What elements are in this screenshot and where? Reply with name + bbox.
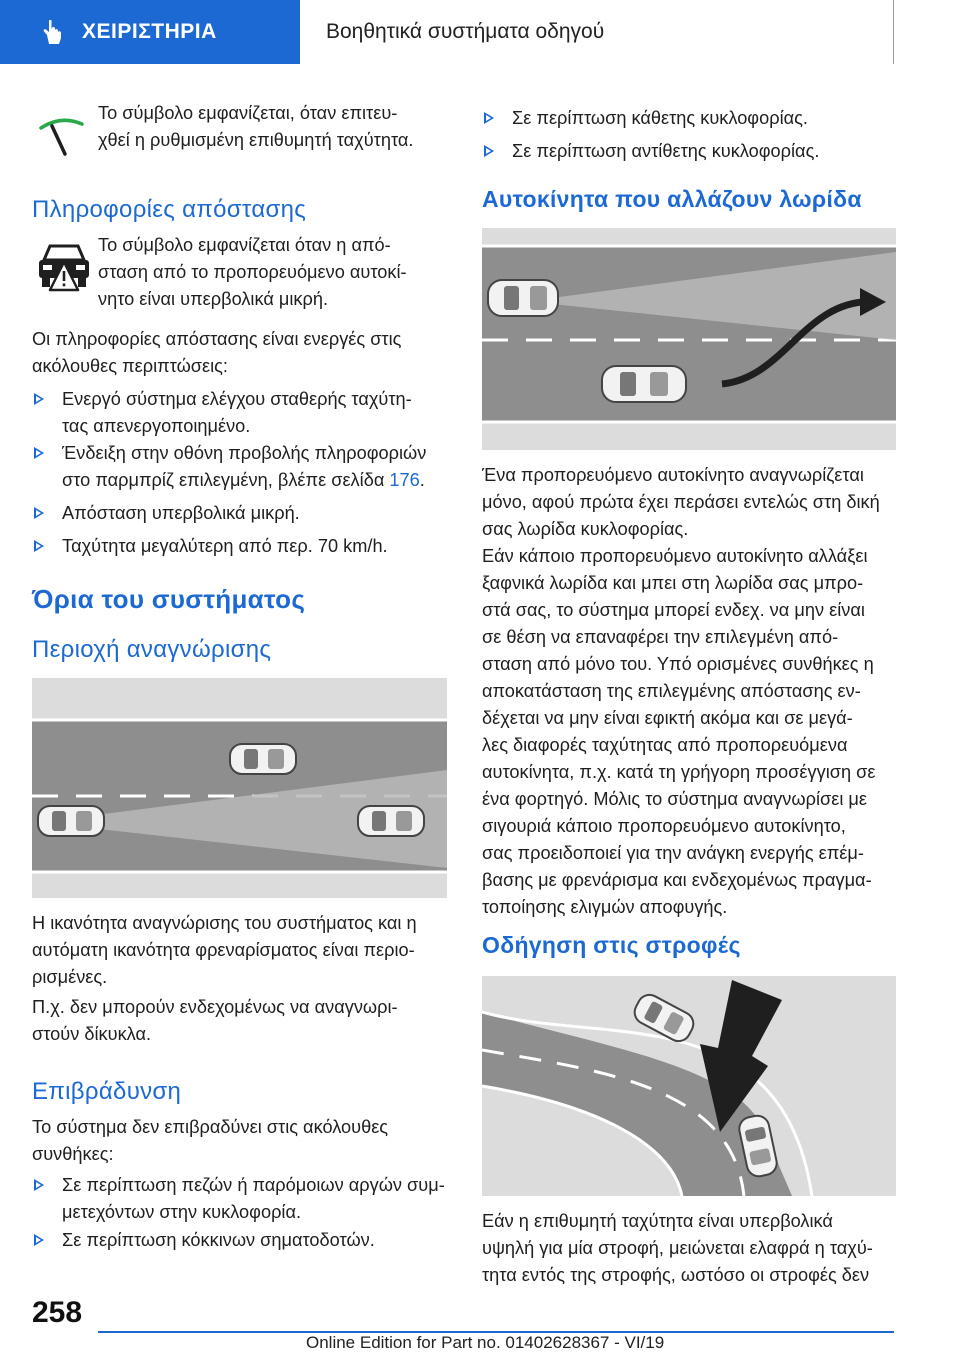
text-fragment: στο παρμπρίζ επιλεγμένη, βλέπε σελίδα <box>62 470 390 490</box>
text-line: ρισμένες. <box>32 967 108 987</box>
lane-change-illustration <box>482 228 896 450</box>
text-line: τητα εντός της στροφής, ωστόσο οι στροφές δεν <box>482 1265 870 1285</box>
text-line: σταση από το προπορευόμενο αυτοκί‐ <box>98 262 407 282</box>
speedometer-needle-icon <box>38 112 88 162</box>
text-line: υψηλή για μία στροφή, μειώνεται ελαφρά η ταχύ‐ <box>482 1238 873 1258</box>
car-detected <box>358 806 424 836</box>
chapter-title: Βοηθητικά συστήματα οδηγού <box>312 0 894 64</box>
braking-heading: Επιβράδυνση <box>32 1078 182 1105</box>
text-line: σταση από μόνο του. Υπό ορισμένες συνθήκες η <box>482 654 874 674</box>
text-line: ξαφνικά λωρίδα και μπει στη λωρίδα σας μπρο‐ <box>482 573 864 593</box>
detection-text-1 <box>32 910 452 991</box>
own-car <box>38 806 104 836</box>
car-ahead <box>230 744 296 774</box>
list-item <box>32 533 452 560</box>
system-limits-heading: Όρια του συστήματος <box>32 584 306 614</box>
text-line: σας λωρίδα κυκλοφορίας. <box>482 519 689 539</box>
bullet-triangle-icon <box>34 540 44 552</box>
text-line: Το σύμβολο εμφανίζεται, όταν επιτευ‐ <box>98 103 398 123</box>
braking-intro <box>32 1114 452 1168</box>
text-line: Απόσταση υπερβολικά μικρή. <box>62 503 300 523</box>
text-line: Σε περίπτωση αντίθετης κυκλοφορίας. <box>512 141 820 161</box>
text-line: σε θέση να επαναφέρει την επιλεγμένη από‐ <box>482 627 839 647</box>
list-item <box>32 500 452 527</box>
text-line: Ταχύτητα μεγαλύτερη από περ. 70 km/h. <box>62 536 388 556</box>
text-line: Σε περίπτωση πεζών ή παρόμοιων αργών συμ‐ <box>62 1175 445 1195</box>
text-line: μόνο, αφού πρώτα έχει περάσει εντελώς στη δική <box>482 492 880 512</box>
text-line: συνθήκες: <box>32 1144 114 1164</box>
edition-info: Online Edition for Part no. 01402628367 - VI/19 <box>306 1333 665 1352</box>
detection-text-2 <box>32 994 452 1048</box>
text-line: στά σας, το σύστημα μπορεί ενδεχ. να μην είναι <box>482 600 865 620</box>
car-distance-warning-icon <box>34 238 94 294</box>
detection-area-illustration <box>32 678 447 898</box>
list-item <box>32 440 452 494</box>
text-line: Οι πληροφορίες απόστασης είναι ενεργές στις <box>32 329 402 349</box>
page-header <box>0 0 960 66</box>
lane-change-heading: Αυτοκίνητα που αλλάζουν λωρίδα <box>482 186 862 212</box>
bullet-triangle-icon <box>34 1179 44 1191</box>
text-line: σας προειδοποιεί για την ανάγκη ενεργής επέμ‐ <box>482 843 864 863</box>
list-item <box>32 1227 452 1254</box>
distance-intro <box>32 326 452 380</box>
text-line: νητο είναι υπερβολικά μικρή. <box>98 289 329 309</box>
list-item <box>482 138 896 165</box>
text-line: τας απενεργοποιημένο. <box>62 416 251 436</box>
text-line: Π.χ. δεν μπορούν ενδεχομένως να αναγνωρι‐ <box>32 997 398 1017</box>
symbol1-description <box>98 100 458 154</box>
bullet-triangle-icon <box>34 447 44 459</box>
text-line: Το σύστημα δεν επιβραδύνει στις ακόλουθες <box>32 1117 389 1137</box>
own-car <box>488 280 558 316</box>
text-line: Η ικανότητα αναγνώρισης του συστήματος και η <box>32 913 417 933</box>
text-line: Ένδειξη στην οθόνη προβολής πληροφοριών <box>62 443 427 463</box>
text-line: αυτόματη ικανότητα φρεναρίσματος είναι περιο‐ <box>32 940 415 960</box>
text-line: στούν δίκυκλα. <box>32 1024 152 1044</box>
page-reference-link[interactable]: 176 <box>389 470 420 490</box>
text-line: Ένα προπορευόμενο αυτοκίνητο αναγνωρίζεται <box>482 465 864 485</box>
lane-change-text-2 <box>482 543 902 921</box>
lane-change-text-1 <box>482 462 902 543</box>
text-line: μετεχόντων στην κυκλοφορία. <box>62 1202 302 1222</box>
text-line: αυτοκίνητα, π.χ. κατά τη γρήγορη προσέγγιση σε <box>482 762 876 782</box>
text-line: Ενεργό σύστημα ελέγχου σταθερής ταχύτη‐ <box>62 389 412 409</box>
bullet-triangle-icon <box>484 112 494 124</box>
section-label: ΧΕΙΡΙΣΤΗΡΙΑ <box>82 20 217 43</box>
text-line: Σε περίπτωση κάθετης κυκλοφορίας. <box>512 108 808 128</box>
list-item <box>32 1172 452 1226</box>
bullet-triangle-icon <box>34 1234 44 1246</box>
text-line: λες διαφορές ταχύτητας από προπορευόμενα <box>482 735 848 755</box>
page-number: 258 <box>32 1296 83 1329</box>
hand-pointer-icon <box>38 17 68 47</box>
symbol2-description <box>98 232 458 313</box>
bullet-triangle-icon <box>34 393 44 405</box>
text-line: αποκατάσταση της επιλεγμένης απόστασης εν‐ <box>482 681 861 701</box>
text-line: χθεί η ρυθμισμένη επιθυμητή ταχύτητα. <box>98 130 414 150</box>
curves-heading: Οδήγηση στις στροφές <box>482 932 741 958</box>
text-line: σιγουριά κάποιο προπορευόμενο αυτοκίνητο, <box>482 816 846 836</box>
detection-area-heading: Περιοχή αναγνώρισης <box>32 636 272 663</box>
curve-driving-illustration <box>482 976 896 1196</box>
list-item <box>482 105 896 132</box>
text-line: Το σύμβολο εμφανίζεται όταν η από‐ <box>98 235 391 255</box>
bullet-triangle-icon <box>484 145 494 157</box>
curves-text <box>482 1208 902 1289</box>
text-line: βασης με φρενάρισμα και ενδεχομένως πραγμα‐ <box>482 870 872 890</box>
text-line: τοποίησης ελιγμών αποφυγής. <box>482 897 728 917</box>
text-line: Σε περίπτωση κόκκινων σηματοδοτών. <box>62 1230 375 1250</box>
text-line <box>62 467 452 494</box>
merging-car <box>602 366 686 402</box>
text-line: Εάν κάποιο προπορευόμενο αυτοκίνητο αλλάξει <box>482 546 868 566</box>
distance-info-heading: Πληροφορίες απόστασης <box>32 196 307 223</box>
road-diagram <box>482 976 896 1196</box>
road-diagram <box>32 678 447 898</box>
road-diagram <box>482 228 896 450</box>
text-fragment: . <box>419 470 425 490</box>
text-line: ένα φορτηγό. Μόλις το σύστημα αναγνωρίσει με <box>482 789 868 809</box>
text-line: ακόλουθες περιπτώσεις: <box>32 356 228 376</box>
bullet-triangle-icon <box>34 507 44 519</box>
list-item <box>32 386 452 440</box>
text-line: Εάν η επιθυμητή ταχύτητα είναι υπερβολικά <box>482 1211 833 1231</box>
text-line: δέχεται να μην είναι εφικτή ακόμα και σε μεγά‐ <box>482 708 853 728</box>
section-tab[interactable] <box>0 0 300 64</box>
